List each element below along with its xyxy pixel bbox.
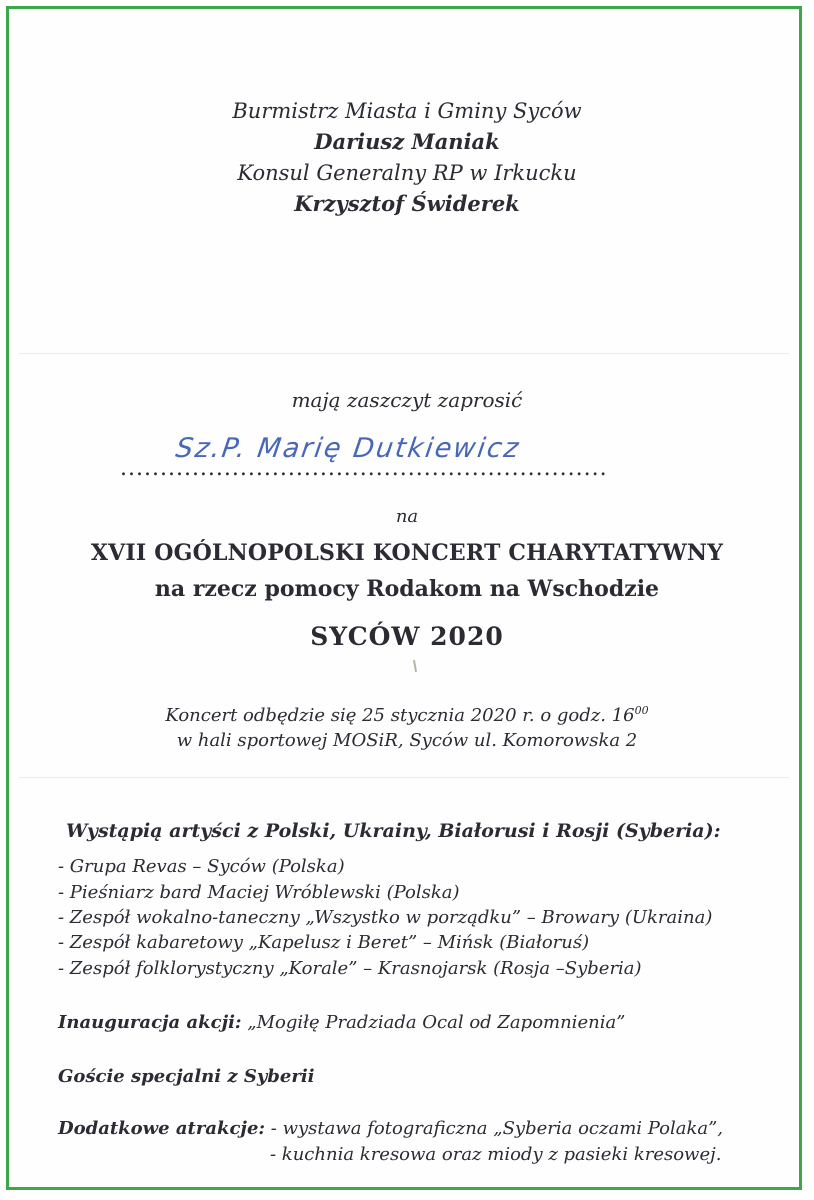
artist-item: - Zespół folklorystyczny „Korale” – Krasnojarsk (Rosja –Syberia)	[58, 958, 642, 979]
host-mayor-name: Dariusz Maniak	[314, 129, 500, 154]
attractions	[58, 1118, 723, 1139]
host-consul-title: Konsul Generalny RP w Irkucku	[237, 161, 577, 185]
fold-line-top	[19, 353, 789, 354]
artist-item: - Grupa Revas – Syców (Polska)	[58, 856, 345, 877]
host-consul-name: Krzysztof Świderek	[294, 191, 520, 216]
event-title: XVII OGÓLNOPOLSKI KONCERT CHARYTATYWNY	[90, 540, 724, 566]
inauguration	[58, 1012, 625, 1033]
artist-item: - Zespół wokalno-taneczny „Wszystko w porządku” – Browary (Ukraina)	[58, 907, 713, 928]
guest-name-handwritten: Sz.P. Marię Dutkiewicz	[173, 433, 523, 464]
attraction-item: - kuchnia kresowa oraz miody z pasieki kresowej.	[270, 1144, 722, 1165]
event-venue: w hali sportowej MOSiR, Syców ul. Komorowska 2	[176, 730, 638, 751]
event-time-superscript: 00	[634, 704, 649, 717]
artist-item: - Zespół kabaretowy „Kapelusz i Beret” – Mińsk (Białoruś)	[58, 932, 590, 953]
artist-item: - Pieśniarz bard Maciej Wróblewski (Polska)	[58, 882, 460, 903]
inauguration-text: „Mogiłę Pradziada Ocal od Zapomnienia”	[241, 1012, 626, 1033]
event-subtitle: na rzecz pomocy Rodakom na Wschodzie	[154, 576, 660, 602]
attractions-label: Dodatkowe atrakcje:	[58, 1118, 266, 1139]
attraction-item: - wystawa fotograficzna „Syberia oczami Polaka”,	[265, 1118, 724, 1139]
invite-phrase: mają zaszczyt zaprosić	[291, 388, 523, 412]
fold-line-bottom	[19, 777, 789, 778]
event-date-text: Koncert odbędzie się 25 stycznia 2020 r. o godz. 16	[165, 705, 635, 726]
artists-heading: Wystąpią artyści z Polski, Ukrainy, Białorusi i Rosji (Syberia):	[66, 820, 721, 842]
special-guests: Goście specjalni z Syberii	[58, 1066, 315, 1087]
event-city-year: SYCÓW 2020	[310, 622, 504, 651]
event-date-time	[0, 704, 814, 726]
guest-name-dotted-line: .............................................................	[120, 456, 608, 481]
inauguration-label: Inauguracja akcji:	[58, 1012, 242, 1033]
host-mayor-title: Burmistrz Miasta i Gminy Syców	[232, 99, 582, 123]
on-word: na	[395, 506, 419, 527]
